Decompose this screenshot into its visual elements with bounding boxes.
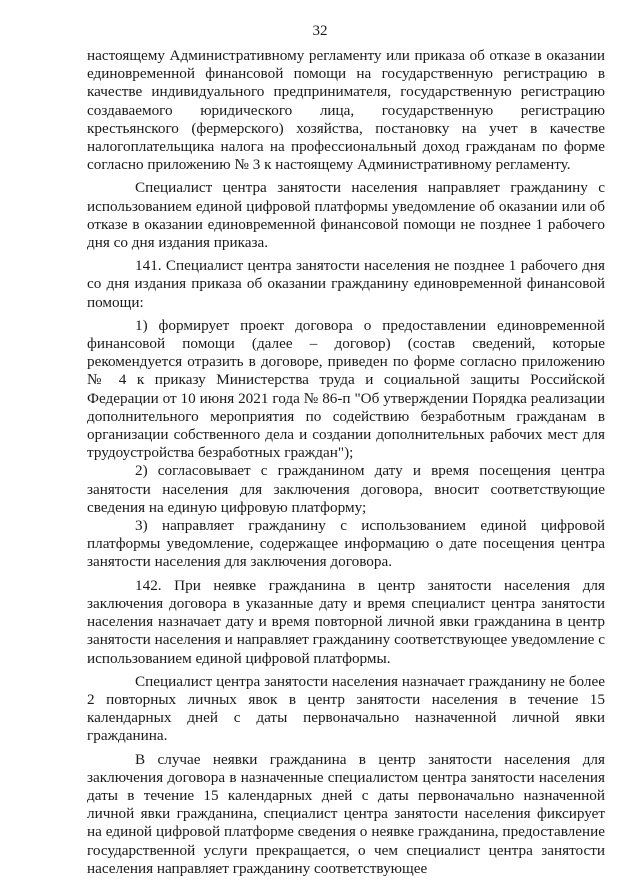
paragraph-141-item-1: 1) формирует проект договора о предоставлении единовременной финансовой помощи (далее – договор) (состав сведений, которые рекомендуется отразить в договоре, приведен по форме согласно приложению № 4 к приказу Министерства труда и социальной защиты Российской Федерации от 10 июня 2021 года № 86-п "Об утверждении Порядка реализации дополнительного мероприятия по содействию безработным гражданам в организации собственного дела и создании дополнительных рабочих мест для трудоустройства безработных граждан"); [87, 316, 605, 462]
paragraph-141-item-3: 3) направляет гражданину с использованием единой цифровой платформы уведомление, содержащее информацию о дате посещения центра занятости населения для заключения договора. [87, 517, 605, 571]
page-number: 32 [312, 23, 328, 39]
paragraph-regulation-reference: настоящему Административному регламенту или приказа об отказе в оказании единовременной финансовой помощи на государственную регистрацию в качестве индивидуального предпринимателя, государственную регистрацию создаваемого юридического лица, государственную регистрацию крестьянского (фермерского) хозяйства, постановку на учет в качестве налогоплательщика налога на профессиональный доход гражданам по форме согласно приложению № 3 к настоящему Административному регламенту. [87, 47, 605, 174]
paragraph-141: 141. Специалист центра занятости населения не позднее 1 рабочего дня со дня издания приказа об оказании гражданину единовременной финансовой помощи: [87, 257, 605, 311]
paragraph-non-appearance: В случае неявки гражданина в центр занятости населения для заключения договора в назначенные специалистом центра занятости населения даты в течение 15 календарных дней с даты первоначально назначенной личной явки гражданина, специалист центра занятости населения фиксирует на единой цифровой платформе сведения о неявке гражданина, предоставление государственной услуги прекращается, о чем специалист центра занятости населения направляет гражданину соответствующее [87, 750, 605, 877]
paragraph-142: 142. При неявке гражданина в центр занятости населения для заключения договора в указанные дату и время специалист центра занятости населения назначает дату и время повторной личной явки гражданина в центр занятости населения и направляет гражданину соответствующее уведомление с использованием единой цифровой платформы. [87, 576, 605, 667]
paragraph-notification: Специалист центра занятости населения направляет гражданину с использованием единой цифровой платформы уведомление об оказании или об отказе в оказании единовременной финансовой помощи не позднее 1 рабочего дня со дня издания приказа. [87, 179, 605, 252]
document-body [87, 47, 605, 878]
paragraph-141-item-2: 2) согласовывает с гражданином дату и время посещения центра занятости населения для заключения договора, вносит соответствующие сведения на единую цифровую платформу; [87, 462, 605, 516]
paragraph-repeat-visits: Специалист центра занятости населения назначает гражданину не более 2 повторных личных явок в центр занятости населения в течение 15 календарных дней с даты первоначально назначенной личной явки гражданина. [87, 672, 605, 745]
